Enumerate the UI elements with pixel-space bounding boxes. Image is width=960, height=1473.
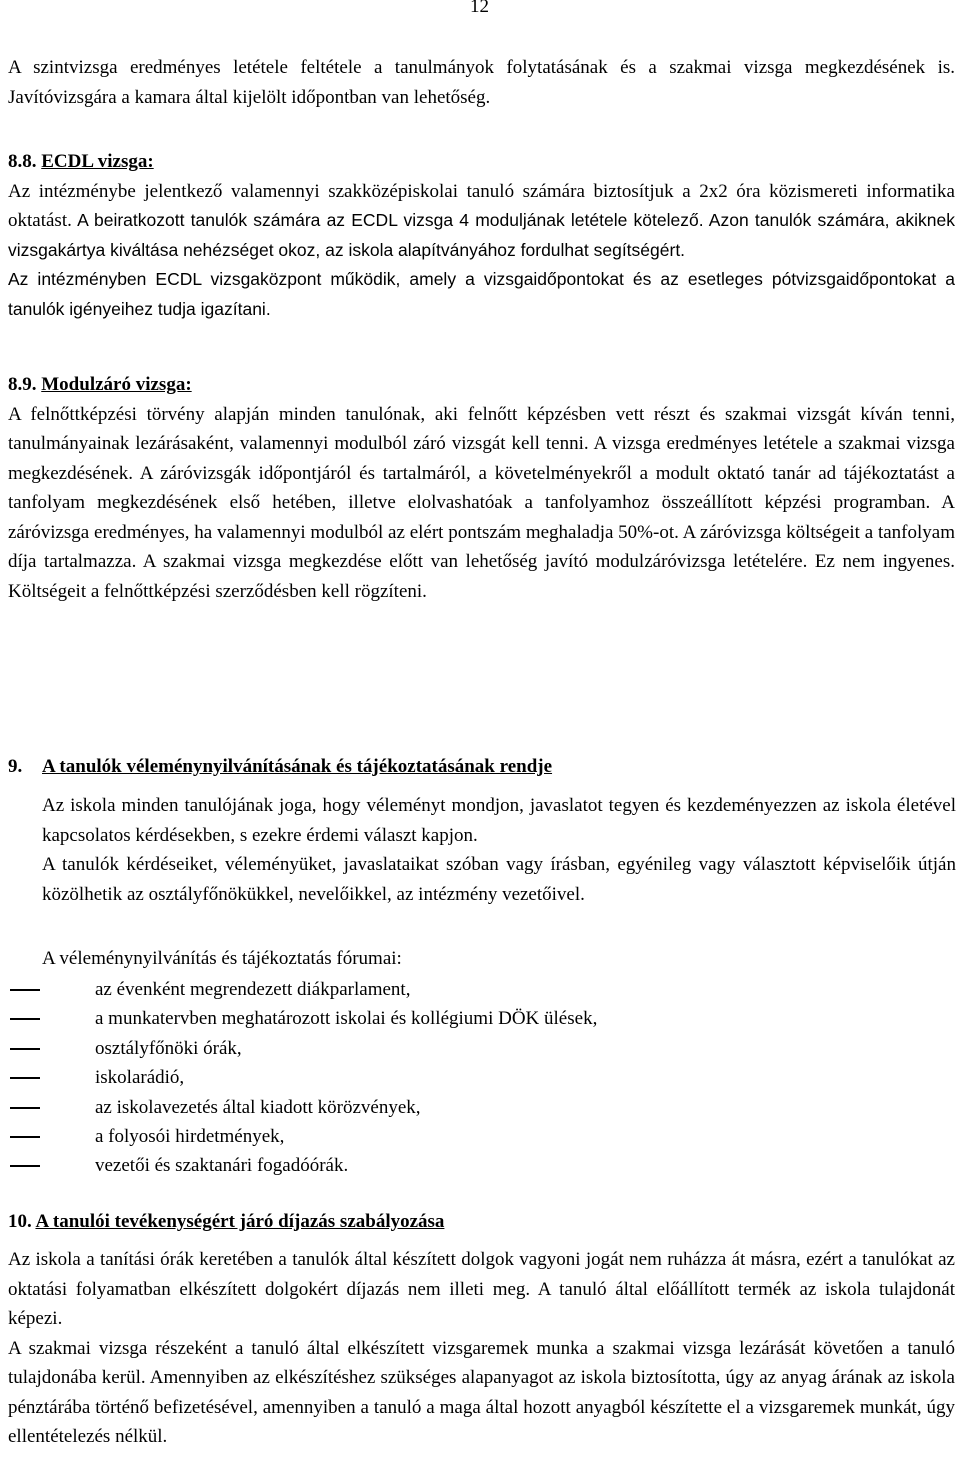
list-item-text: osztályfőnöki órák, [95,1037,242,1059]
section-8-8 [8,147,955,324]
list-item [8,1122,955,1151]
forum-intro: A véleménynyilvánítás és tájékoztatás fórumai: [42,948,402,969]
section-title: A tanulói tevékenységért járó díjazás szabályozása [35,1211,445,1232]
list-item-text: vezetői és szaktanári fogadóórák. [95,1155,349,1177]
section-10-heading [8,1207,955,1236]
section-number: 8.9. [8,374,37,395]
ecdl-text-a: Az intézménybe jelentkező valamennyi szakközépiskolai tanuló számára biztosítjuk a 2x2 óra közismereti informatika oktatást. [8,180,955,231]
dash-bullet-icon [10,1136,40,1138]
list-item [8,1093,955,1122]
list-item [8,1034,955,1063]
list-item-text: iskolarádió, [95,1067,185,1089]
intro-section [8,53,955,112]
list-item [8,1151,955,1180]
section-10-paragraph-a: Az iskola a tanítási órák keretében a tanulók által készített dolgok vagyoni jogát nem ruházza át másra, ezért a tanulókat az oktatási folyamatban elkészített dolgokért díjazás nem illeti meg. A tanuló által előállított termék az iskola tulajdonát képezi. [8,1249,955,1329]
intro-paragraph: A szintvizsga eredményes letétele feltétele a tanulmányok folytatásának és a szakmai vizsga megkezdésének is. Javítóvizsgára a kamara által kijelölt időpontban van lehetőség. [8,57,955,108]
dash-bullet-icon [10,1048,40,1050]
section-number: 9. [8,756,23,777]
list-item-text: a folyosói hirdetmények, [95,1125,285,1147]
list-item-text: a munkatervben meghatározott iskolai és kollégiumi DÖK ülések, [95,1008,598,1030]
list-item [8,1004,955,1033]
section-9-paragraph-a: Az iskola minden tanulójának joga, hogy véleményt mondjon, javaslatot tegyen és kezdeményezzen az iskola életével kapcsolatos kérdésekben, s ezekre érdemi választ kapjon. [42,795,956,846]
section-10-paragraph-b: A szakmai vizsga részeként a tanuló által elkészített vizsgaremek munka a szakmai vizsga lezárását követően a tanuló tulajdonába kerül. Amennyiben az elkészítéshez szükséges alapanyagot az iskola biztosította, úgy az anyag árának az iskola pénztárába történő befizetésével, amennyiben a tanuló a maga által hozott anyagból készítette el a vizsgaremek munkát, úgy ellentételezés nélkül. [8,1337,955,1447]
dash-bullet-icon [10,1165,40,1167]
page-number: 12 [470,0,489,17]
modulzaro-paragraph: A felnőttképzési törvény alapján minden tanulónak, aki felnőtt képzésben vett részt és szakmai vizsgát kíván tenni, tanulmányainak lezárásaként, valamennyi modulból záró vizsgát kell tenni. A vizsga eredményes letétele a szakmai vizsga megkezdésének. A záróvizsgák időpontjáról és tartalmáról, a követelményekről a modult oktató tanár ad tájékoztatást a tanfolyam megkezdésének első hetében, illetve elolvashatóak a tanfolyamhoz összeállított képzési programban. A záróvizsga eredményes, ha valamennyi modulból az elért pontszám meghaladja 50%-ot. A záróvizsga költségeit a tanfolyam díja tartalmazza. A szakmai vizsga megkezdése előtt van lehetőség javító modulzáróvizsga letételére. Ez nem ingyenes. Költségeit a felnőttképzési szerződésben kell rögzíteni. [8,403,955,602]
section-10-body [8,1245,955,1452]
dash-bullet-icon [10,1107,40,1109]
dash-bullet-icon [10,1077,40,1079]
section-number: 8.8. [8,151,37,172]
section-9-heading [8,752,955,781]
section-8-9 [8,370,955,606]
list-item [8,1063,955,1092]
section-8-8-paragraph [8,177,955,266]
section-title: Modulzáró vizsga: [41,374,192,395]
section-8-8-heading [8,147,955,177]
section-number: 10. [8,1211,32,1232]
ecdl-text-c: Az intézményben ECDL vizsgaközpont működik, amely a vizsgaidőpontokat és az esetleges pótvizsgaidőpontokat a tanulók igényeihez tudja igazítani. [8,269,955,319]
list-item-text: az évenként megrendezett diákparlament, [95,979,411,1000]
section-9-body [42,791,956,909]
section-title: A tanulók véleménynyilvánításának és tájékoztatásának rendje [42,756,553,777]
dash-bullet-icon [10,1018,40,1020]
list-item [8,975,955,1004]
section-9-paragraph-b: A tanulók kérdéseiket, véleményüket, javaslataikat szóban vagy írásban, egyénileg vagy választott képviselőik útján közölhetik az osztályfőnökükkel, nevelőikkel, az intézmény vezetőivel. [42,854,956,905]
forum-list [8,975,955,1181]
section-8-9-heading [8,370,955,400]
section-title: ECDL vizsga: [41,151,154,172]
ecdl-text-b: A beiratkozott tanulók számára az ECDL vizsga 4 moduljának letétele kötelező. Azon tanulók számára, akiknek vizsgakártya kiváltása nehézséget okoz, az iskola alapítványához fordulhat segítségért. [8,210,955,260]
list-item-text: az iskolavezetés által kiadott körözvények, [95,1096,421,1118]
dash-bullet-icon [10,989,40,991]
